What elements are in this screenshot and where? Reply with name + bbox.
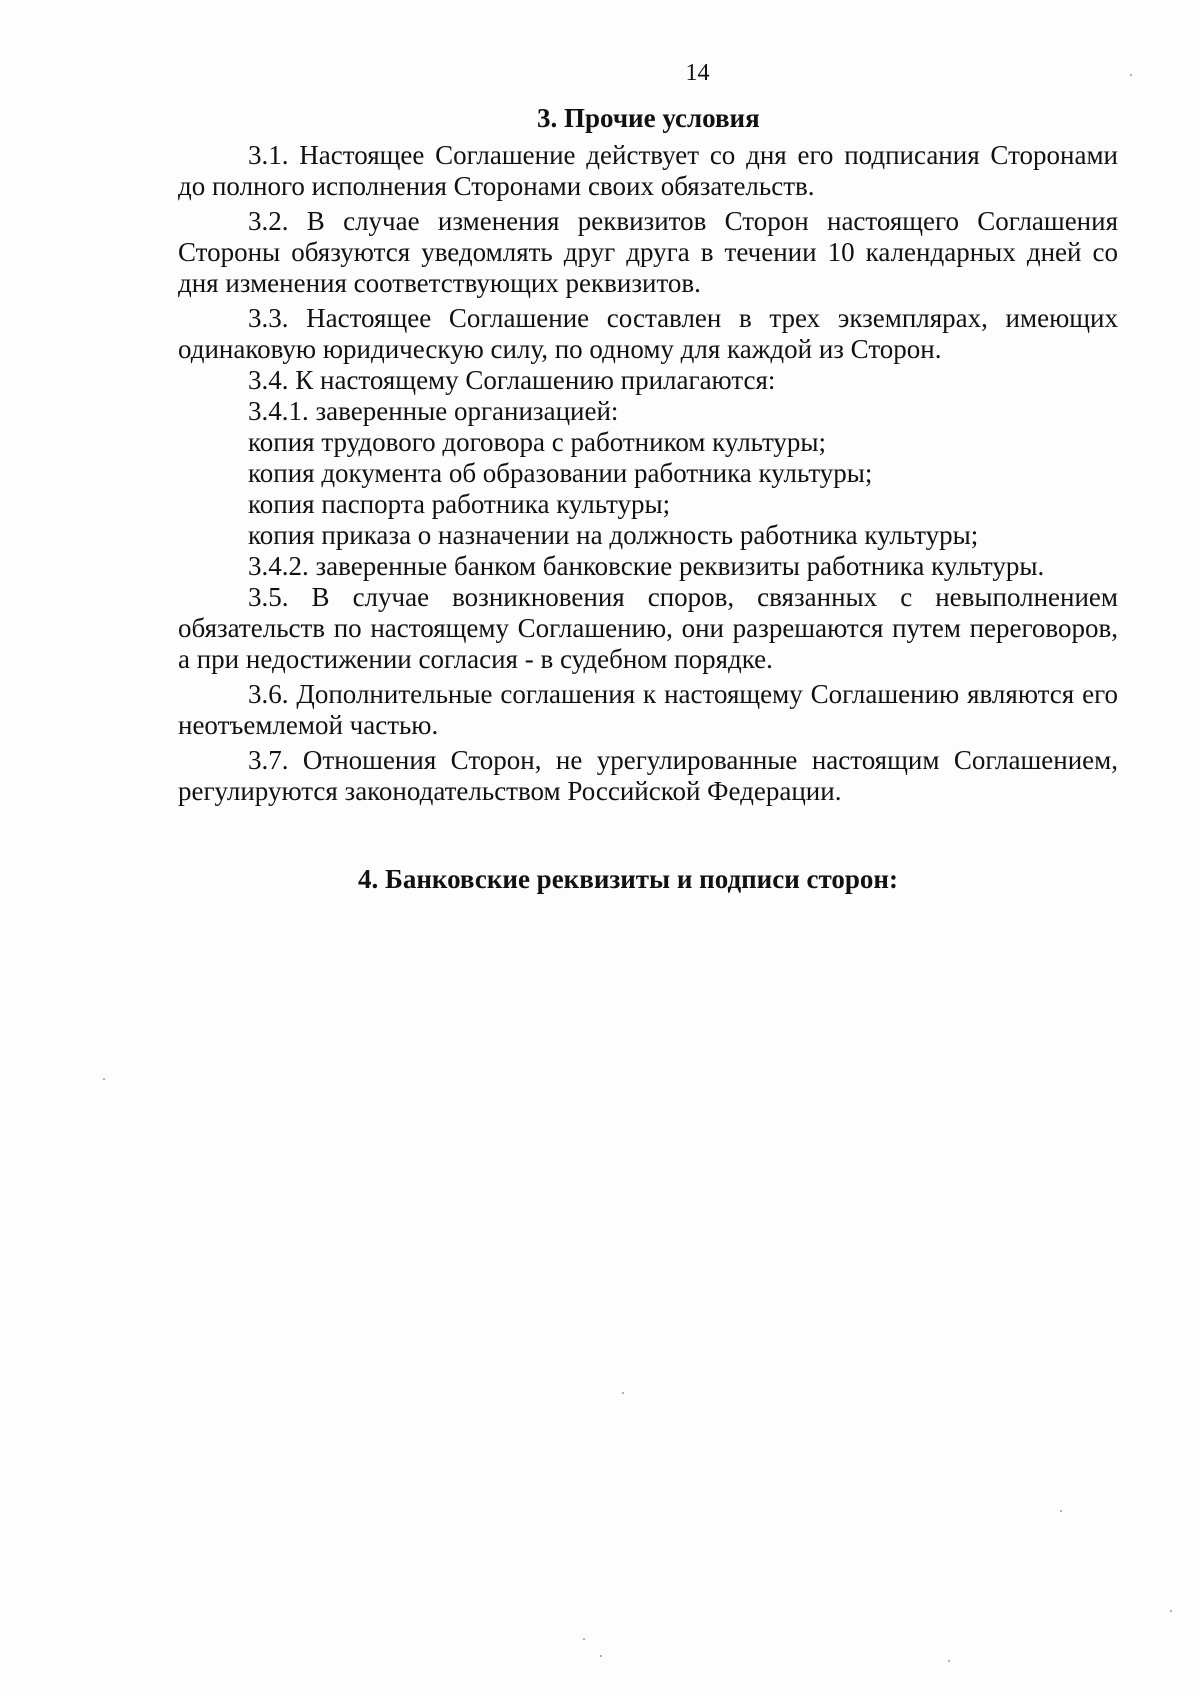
scan-speck [103, 1078, 105, 1080]
page-number [0, 60, 1200, 87]
scan-speck [1060, 1510, 1062, 1512]
clause-3-4-2: 3.4.2. заверенные банком банковские реквизиты работника культуры. [248, 551, 1045, 581]
clause-3-5: 3.5. В случае возникновения споров, связанных с невыполнением обязательств по настоящему Соглашению, они разрешаются путем переговоров, а при недостижении согласия - в судебном порядке. [178, 582, 1118, 674]
page-number-text: 14 [685, 60, 710, 86]
section-3-heading: 3. Прочие условия [537, 103, 760, 133]
attachment-item: копия приказа о назначении на должность работника культуры; [248, 520, 979, 550]
scan-speck [600, 1655, 602, 1657]
clause-3-4-1: 3.4.1. заверенные организацией: [248, 396, 619, 426]
section-3-body [178, 140, 1118, 807]
clause-3-1: 3.1. Настоящее Соглашение действует со дня его подписания Сторонами до полного исполнения Сторонами своих обязательств. [178, 140, 1118, 201]
attachment-item: копия трудового договора с работником культуры; [248, 427, 827, 457]
attachment-item: копия документа об образовании работника культуры; [248, 458, 873, 488]
clause-3-6: 3.6. Дополнительные соглашения к настоящему Соглашению являются его неотъемлемой частью. [178, 679, 1118, 740]
scan-speck [583, 1638, 585, 1640]
scan-speck [622, 1392, 624, 1394]
attachment-item: копия паспорта работника культуры; [248, 489, 671, 519]
clause-3-3: 3.3. Настоящее Соглашение составлен в трех экземплярах, имеющих одинаковую юридическую силу, по одному для каждой из Сторон. [178, 303, 1118, 364]
scan-speck [1170, 1610, 1172, 1612]
clause-3-4: 3.4. К настоящему Соглашению прилагаются: [248, 365, 776, 395]
section-4-heading: 4. Банковские реквизиты и подписи сторон: [358, 864, 898, 894]
scan-speck [948, 1660, 950, 1662]
clause-3-7: 3.7. Отношения Сторон, не урегулированные настоящим Соглашением, регулируются законодательством Российской Федерации. [178, 745, 1118, 806]
clause-3-2: 3.2. В случае изменения реквизитов Сторон настоящего Соглашения Стороны обязуются уведомлять друг друга в течении 10 календарных дней со дня изменения соответствующих реквизитов. [178, 206, 1118, 298]
scan-speck [1130, 74, 1132, 76]
